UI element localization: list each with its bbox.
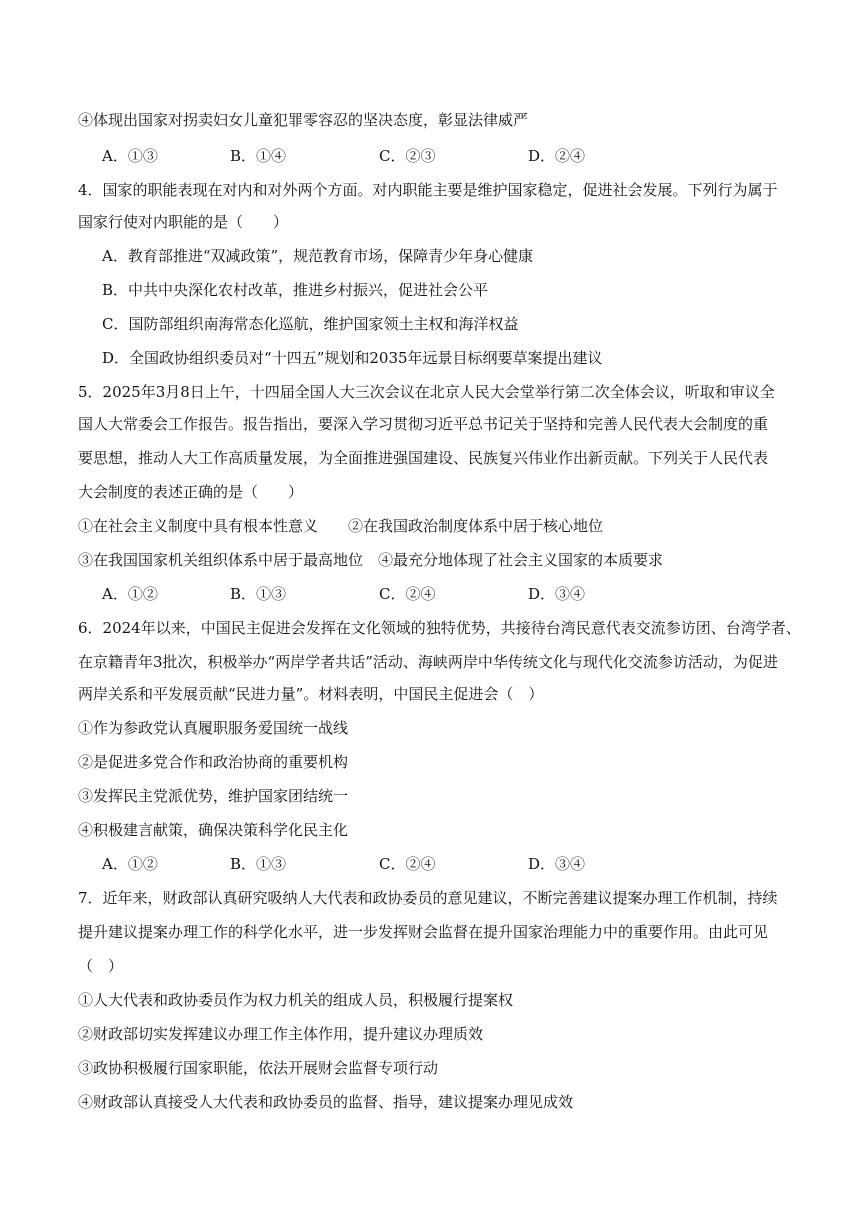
q7-item-4: ④财政部认真接受人大代表和政协委员的监督、指导，建议提案办理见成效 [78, 1093, 574, 1111]
q5-stem-line-1: 5．2025年3月8日上午，十四届全国人大三次会议在北京人民大会堂举行第二次全体会议，听取和审议全 [78, 383, 775, 401]
q7-item-2: ②财政部切实发挥建议办理工作主体作用，提升建议办理质效 [78, 1025, 484, 1043]
q5-stem-line-3: 要思想，推动人大工作高质量发展，为全面推进强国建设、民族复兴伟业作出新贡献。下列关于人民代表 [78, 449, 769, 467]
q3-option-b: B．①④ [230, 147, 287, 165]
q6-item-1: ①作为参政党认真履职服务爱国统一战线 [78, 719, 349, 737]
q3-option-d: D．②④ [528, 147, 586, 165]
q3-options [102, 146, 722, 166]
q4-option-a: A．教育部推进“双减政策”，规范教育市场，保障青少年身心健康 [102, 247, 534, 265]
q3-item-4: ④体现出国家对拐卖妇女儿童犯罪零容忍的坚决态度，彰显法律威严 [78, 111, 529, 129]
q5-option-d: D．③④ [528, 585, 586, 603]
q4-stem-line-1: 4．国家的职能表现在对内和对外两个方面。对内职能主要是维护国家稳定，促进社会发展。下列行为属于 [78, 181, 778, 199]
q7-item-1: ①人大代表和政协委员作为权力机关的组成人员，积极履行提案权 [78, 991, 514, 1009]
q5-items-line-2: ③在我国国家机关组织体系中居于最高地位 ④最充分地体现了社会主义国家的本质要求 [78, 551, 664, 569]
q4-option-d: D．全国政协组织委员对“十四五”规划和2035年远景目标纲要草案提出建议 [102, 349, 603, 367]
q6-option-a: A．①② [102, 855, 158, 873]
q6-stem-line-3: 两岸关系和平发展贡献“民进力量”。材料表明，中国民主促进会（ ） [78, 685, 544, 703]
q6-item-2: ②是促进多党合作和政治协商的重要机构 [78, 753, 349, 771]
q7-stem-line-1: 7．近年来，财政部认真研究吸纳人大代表和政协委员的意见建议，不断完善建议提案办理工作机制，持续 [78, 889, 778, 907]
q6-stem-line-2: 在京籍青年3批次，积极举办“两岸学者共话”活动、海峡两岸中华传统文化与现代化交流参访活动，为促进 [78, 653, 778, 671]
q5-items-line-1: ①在社会主义制度中具有根本性意义 ②在我国政治制度体系中居于核心地位 [78, 517, 604, 535]
q5-option-c: C．②④ [379, 585, 436, 603]
q6-option-c: C．②④ [379, 855, 436, 873]
q7-stem-line-2: 提升建议提案办理工作的科学化水平，进一步发挥财会监督在提升国家治理能力中的重要作用。由此可见 [78, 923, 769, 941]
q4-option-b: B．中共中央深化农村改革，推进乡村振兴，促进社会公平 [102, 281, 489, 299]
q6-option-b: B．①③ [230, 855, 287, 873]
q5-stem-line-2: 国人大常委会工作报告。报告指出，要深入学习贯彻习近平总书记关于坚持和完善人民代表大会制度的重 [78, 415, 769, 433]
q5-stem-line-4: 大会制度的表述正确的是（ ） [78, 483, 304, 501]
q5-option-a: A．①② [102, 585, 158, 603]
q3-option-a: A．①③ [102, 147, 158, 165]
q7-item-3: ③政协积极履行国家职能，依法开展财会监督专项行动 [78, 1059, 439, 1077]
q6-options [102, 854, 722, 874]
q4-option-c: C．国防部组织南海常态化巡航，维护国家领土主权和海洋权益 [102, 315, 519, 333]
q5-options [102, 584, 722, 604]
q6-option-d: D．③④ [528, 855, 586, 873]
q7-stem-line-3: （ ） [78, 957, 124, 975]
q5-option-b: B．①③ [230, 585, 287, 603]
q4-stem-line-2: 国家行使对内职能的是（ ） [78, 213, 289, 231]
q3-option-c: C．②③ [379, 147, 436, 165]
q6-stem-line-1: 6．2024年以来，中国民主促进会发挥在文化领域的独特优势，共接待台湾民意代表交流参访团、台湾学者、 [78, 619, 801, 637]
q6-item-4: ④积极建言献策，确保决策科学化民主化 [78, 821, 349, 839]
q6-item-3: ③发挥民主党派优势，维护国家团结统一 [78, 787, 349, 805]
